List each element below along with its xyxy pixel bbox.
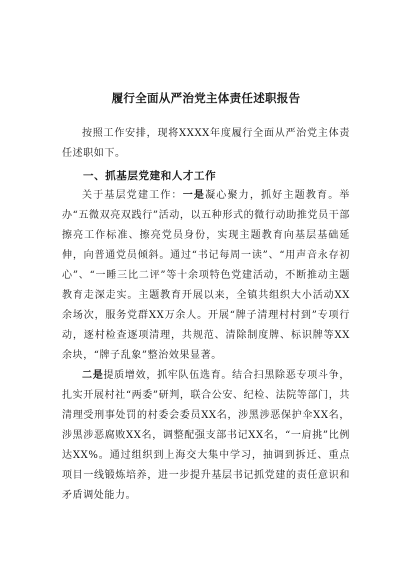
- paragraph-party-building: [62, 186, 350, 366]
- paragraph-prefix: 关于基层党建工作：: [82, 190, 183, 201]
- intro-paragraph: 按照工作安排，现将XXXX年度履行全面从严治党主体责任述职如下。: [62, 128, 350, 159]
- point-two-lead: 二是: [82, 370, 104, 381]
- paragraph-body: 凝心聚力，抓好主题教育。举办“五微双亮双践行”活动，以五种形式的微行动助推党员干部擦亮工作标准、擦亮党员身份，实现主题教育向基层基础延伸，向普通党员倾斜。通过“书记每周一读”、“用声音永存初心”、“一睡三比二评”等十余项特色党建活动，不断推动主题教育走深走实。主题教育开展以来，全镇共组织大小活动XX余场次，服务党群XX万余人。开展“牌子清理村村到”专项行动，逐村检查逐项清理，共规范、清除制度牌、标识牌等XX余块，“牌子乱象”整治效果显著。: [62, 190, 350, 361]
- point-one-lead: 一是: [182, 190, 206, 201]
- paragraph-body: 提质增效，抓牢队伍选育。结合扫黑除恶专项斗争，扎实开展村社“两委”研判，联合公安、纪检、法院等部门，共清理受刑事处罚的村委会委员XX名，涉黑涉恶保护伞XX名，涉黑涉恶腐败XX名，调整配强支部书记XX名，“一肩挑”比例达XX%。通过组织到上海交大集中学习，抽调到拆迁、重点项目一线锻炼培养，进一步提升基层书记抓党建的责任意识和矛盾调处能力。: [62, 370, 350, 501]
- paragraph-team-building: [62, 366, 350, 506]
- section-heading: 一、抓基层党建和人才工作: [83, 170, 217, 182]
- document-title: 履行全面从严治党主体责任述职报告: [111, 91, 301, 105]
